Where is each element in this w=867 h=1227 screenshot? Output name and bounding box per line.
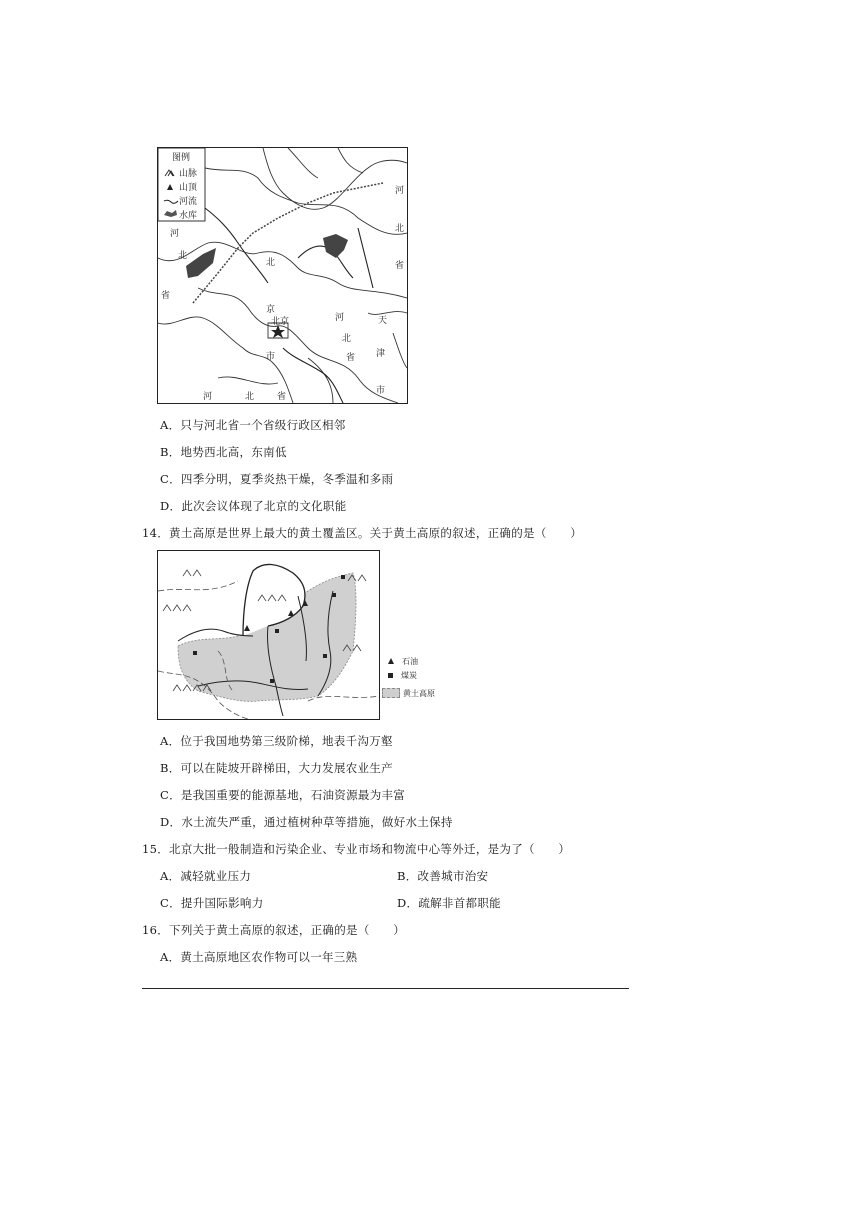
label-sheng-bottom: 省 bbox=[277, 392, 287, 402]
q13-option-c: C．四季分明，夏季炎热干燥，冬季温和多雨 bbox=[160, 472, 394, 486]
q13-option-d: D．此次会议体现了北京的文化职能 bbox=[160, 499, 347, 513]
label-sheng1: 省 bbox=[161, 291, 171, 301]
q16-stem: 16．下列关于黄土高原的叙述，正确的是（ ） bbox=[142, 923, 406, 937]
page-divider bbox=[142, 988, 629, 989]
label-jing: 京 bbox=[266, 305, 276, 315]
loess-plateau-map bbox=[157, 550, 380, 720]
beijing-map-graphic bbox=[158, 148, 407, 403]
q15-option-b: B．改善城市治安 bbox=[397, 869, 489, 883]
coal-icon bbox=[388, 673, 393, 678]
q16-option-a: A．黄土高原地区农作物可以一年三熟 bbox=[160, 950, 358, 964]
legend-mountain-peak: 山顶 bbox=[179, 183, 198, 193]
q13-option-a: A．只与河北省一个省级行政区相邻 bbox=[160, 418, 346, 432]
label-jin: 津 bbox=[376, 349, 386, 359]
label-bei-right: 北 bbox=[395, 224, 405, 234]
q14-option-b: B．可以在陡坡开辟梯田，大力发展农业生产 bbox=[160, 761, 393, 775]
label-tian: 天 bbox=[378, 316, 388, 326]
legend-river: 河流 bbox=[179, 197, 198, 207]
loess-map-legend bbox=[382, 654, 435, 700]
q15-option-d: D．疏解非首都职能 bbox=[397, 896, 501, 910]
label-he-bottom: 河 bbox=[203, 392, 213, 402]
q15-option-c: C．提升国际影响力 bbox=[160, 896, 264, 910]
loess-plateau-icon bbox=[382, 688, 400, 698]
legend-mountain-range: 山脉 bbox=[179, 169, 198, 179]
q14-option-c: C．是我国重要的能源基地，石油资源最为丰富 bbox=[160, 788, 406, 802]
legend-oil: 石油 bbox=[402, 656, 418, 666]
legend-title: 图例 bbox=[172, 153, 191, 163]
legend-coal: 煤炭 bbox=[401, 670, 417, 680]
label-bei-bottom: 北 bbox=[245, 392, 255, 402]
q15-stem: 15．北京大批一般制造和污染企业、专业市场和物流中心等外迁，是为了（ ） bbox=[142, 842, 571, 856]
label-beijing: 北京 bbox=[271, 317, 290, 327]
q15-option-a: A．减轻就业压力 bbox=[160, 869, 252, 883]
label-bei-center: 北 bbox=[266, 258, 276, 268]
q14-option-d: D．水土流失严重，通过植树种草等措施，做好水土保持 bbox=[160, 815, 453, 829]
label-bei-mid: 北 bbox=[342, 334, 352, 344]
label-shi: 市 bbox=[266, 352, 276, 362]
beijing-map bbox=[157, 147, 408, 404]
label-bei1: 北 bbox=[178, 251, 188, 261]
label-he1: 河 bbox=[170, 229, 180, 239]
q14-stem: 14．黄土高原是世界上最大的黄土覆盖区。关于黄土高原的叙述，正确的是（ ） bbox=[142, 526, 583, 540]
label-he-mid: 河 bbox=[335, 313, 345, 323]
label-he-right: 河 bbox=[395, 186, 405, 196]
label-sheng-right: 省 bbox=[395, 261, 405, 271]
q14-option-a: A．位于我国地势第三级阶梯，地表千沟万壑 bbox=[160, 734, 393, 748]
legend-loess-plateau: 黄土高原 bbox=[403, 688, 435, 698]
label-sheng-mid: 省 bbox=[346, 353, 356, 363]
label-shi-right: 市 bbox=[376, 386, 386, 396]
loess-plateau-map-graphic bbox=[158, 551, 379, 719]
q13-option-b: B．地势西北高，东南低 bbox=[160, 445, 287, 459]
oil-icon bbox=[388, 658, 394, 664]
legend-reservoir: 水库 bbox=[179, 211, 198, 221]
